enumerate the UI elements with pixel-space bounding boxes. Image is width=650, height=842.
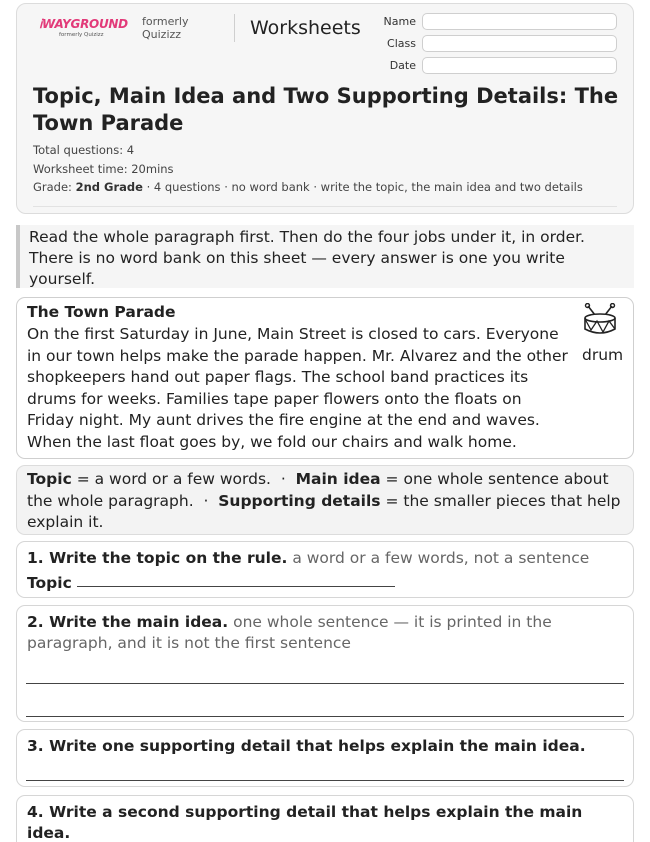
section-title: Worksheets (250, 17, 361, 39)
worksheet-header (16, 3, 634, 214)
name-field-row (379, 13, 619, 31)
wayground-logo (39, 17, 131, 45)
question-2-hint: one whole sentence — it is printed in the paragraph, and it is not the first sentence (27, 613, 552, 652)
formerly-line-2: Quizizz (142, 28, 182, 41)
question-2-card (16, 605, 634, 722)
main-idea-answer-line-2[interactable] (26, 716, 624, 717)
question-2-prompt: 2. Write the main idea. (27, 613, 229, 631)
grade-value: 2nd Grade (75, 180, 143, 194)
definition-separator: · (270, 470, 296, 488)
drum-icon (582, 303, 618, 337)
question-1-prompt: 1. Write the topic on the rule. (27, 549, 288, 567)
detail-1-answer-line[interactable] (26, 780, 624, 781)
class-field-row (379, 35, 619, 53)
definition-separator: · (193, 491, 219, 510)
name-label: Name (383, 15, 416, 28)
formerly-line-1: formerly (142, 15, 189, 28)
header-divider (234, 14, 235, 42)
worksheet-time: Worksheet time: 20mins (33, 162, 174, 176)
header-rule (33, 206, 617, 207)
topic-answer-label: Topic (27, 574, 72, 592)
question-3-text (27, 736, 617, 757)
details-definition: = the smaller pieces that help explain it. (27, 491, 621, 532)
grade-prefix: Grade: (33, 180, 76, 194)
question-4-card (16, 795, 634, 842)
class-label: Class (387, 37, 416, 50)
main-idea-definition: = one whole sentence about the whole paragraph. (27, 470, 609, 510)
date-field-row (379, 57, 619, 75)
class-field[interactable] (422, 35, 617, 52)
main-idea-term: Main idea (295, 470, 381, 488)
details-term: Supporting details (218, 491, 381, 510)
question-3-card (16, 729, 634, 787)
main-idea-answer-line-1[interactable] (26, 683, 624, 684)
total-questions: Total questions: 4 (33, 143, 135, 157)
question-1-text (27, 548, 617, 569)
topic-answer-line[interactable] (77, 586, 395, 587)
date-field[interactable] (422, 57, 617, 74)
date-label: Date (389, 59, 416, 72)
question-1-hint: a word or a few words, not a sentence (287, 549, 590, 567)
passage-card (16, 297, 634, 459)
passage-body: On the first Saturday in June, Main Street is closed to cars. Everyone in our town helps make the parade happen. Mr. Alvarez and the other shopkeepers hand out paper flags. The school band practices its drums for weeks. Families tape paper flowers onto the floats on Friday night. My aunt drives the fire engine at the end and waves. When the last float goes by, we fold our chairs and walk home. (27, 325, 568, 451)
worksheet-title: Topic, Main Idea and Two Supporting Details: The Town Parade (33, 84, 619, 135)
logo-mark-icon: 𝗂︎ (39, 17, 43, 31)
topic-term: Topic (27, 470, 72, 488)
topic-definition: = a word or a few words. (71, 470, 271, 488)
question-1-card (16, 541, 634, 598)
grade-line (33, 180, 583, 194)
definitions-box (16, 465, 634, 535)
question-4-text (27, 802, 617, 842)
drum-label: drum (582, 346, 624, 364)
question-4-prompt: 4. Write a second supporting detail that helps explain the main idea. (27, 803, 583, 842)
question-2-text (27, 612, 617, 654)
logo-subtext: formerly Quizizz (59, 32, 104, 38)
grade-suffix: · 4 questions · no word bank · write the topic, the main idea and two details (142, 180, 583, 194)
logo-wordmark: 𝗂︎WAYGROUND (39, 17, 128, 31)
question-3-prompt: 3. Write one supporting detail that helps explain the main idea. (27, 737, 586, 755)
passage-title: The Town Parade (27, 303, 176, 321)
name-field[interactable] (422, 13, 617, 30)
formerly-quizizz-note (142, 15, 189, 41)
instructions-box: Read the whole paragraph first. Then do the four jobs under it, in order. There is no word bank on this sheet — every answer is one you write yourself. (16, 225, 634, 288)
